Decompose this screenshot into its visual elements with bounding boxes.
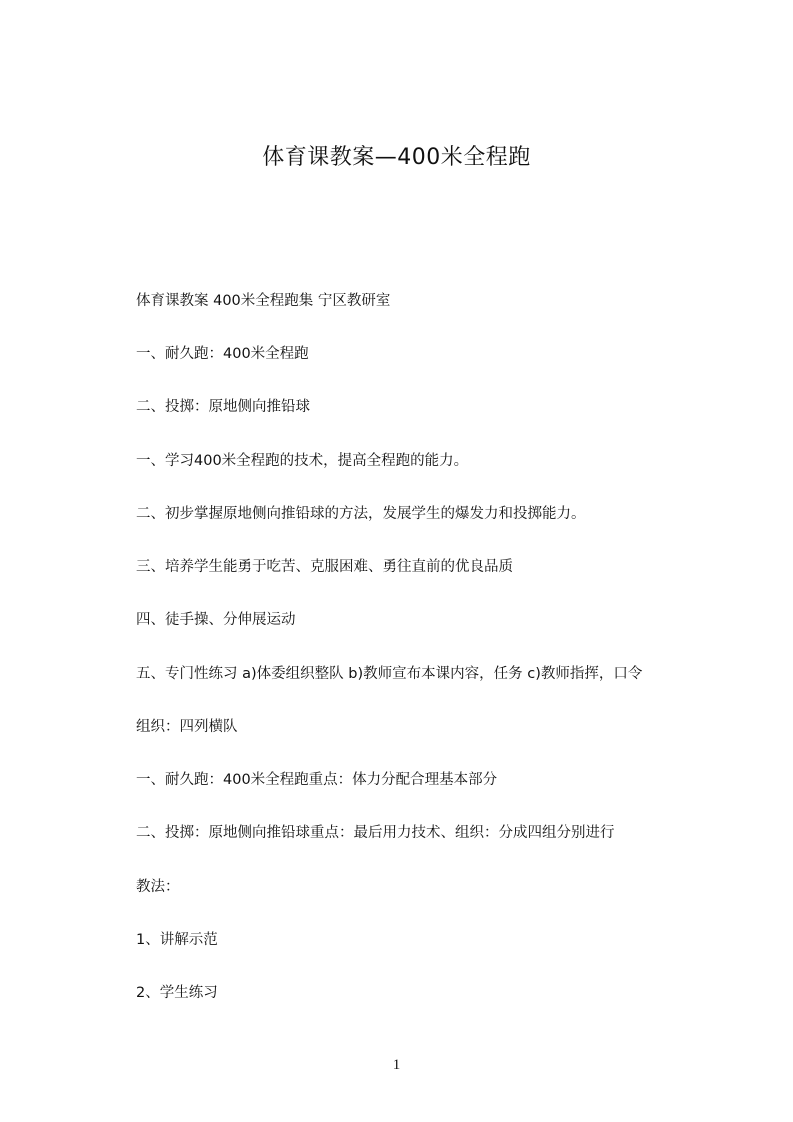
paragraph-10: 一、耐久跑：400米全程跑重点：体力分配合理基本部分 xyxy=(136,772,498,788)
paragraph-8: 五、专门性练习 a)体委组织整队 b)教师宣布本课内容，任务 c)教师指挥，口令 xyxy=(136,666,643,682)
document-title: 体育课教案—400米全程跑 xyxy=(262,145,531,170)
paragraph-3: 二、投掷：原地侧向推铅球 xyxy=(136,399,310,415)
paragraph-13: 1、讲解示范 xyxy=(136,932,218,948)
paragraph-2: 一、耐久跑：400米全程跑 xyxy=(136,346,309,362)
paragraph-1: 体育课教案 400米全程跑集 宁区教研室 xyxy=(136,293,391,309)
paragraph-7: 四、徒手操、分伸展运动 xyxy=(136,612,296,628)
paragraph-6: 三、培养学生能勇于吃苦、克服困难、勇往直前的优良品质 xyxy=(136,559,513,575)
page-number: 1 xyxy=(392,1057,401,1073)
paragraph-11: 二、投掷：原地侧向推铅球重点：最后用力技术、组织：分成四组分别进行 xyxy=(136,825,615,841)
paragraph-5: 二、初步掌握原地侧向推铅球的方法，发展学生的爆发力和投掷能力。 xyxy=(136,506,586,522)
paragraph-9: 组织：四列横队 xyxy=(136,719,238,735)
paragraph-12: 教法： xyxy=(136,879,180,895)
paragraph-14: 2、学生练习 xyxy=(136,985,218,1001)
paragraph-4: 一、学习400米全程跑的技术，提高全程跑的能力。 xyxy=(136,453,469,469)
